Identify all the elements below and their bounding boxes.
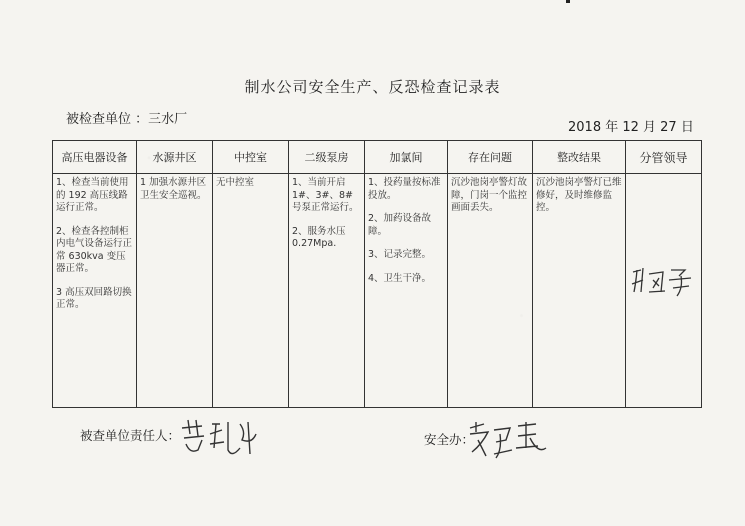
- cell-line: 沉沙池岗亭警灯故障，门岗一个监控画面丢失。: [451, 177, 528, 213]
- header-rectification: 整改结果: [533, 141, 626, 174]
- cell-leader: [626, 174, 702, 408]
- header-control-room: 中控室: [213, 141, 289, 174]
- record-date: 2018 年 12 月 27 日: [568, 120, 694, 135]
- cell-line: 2、服务水压 0.27Mpa.: [292, 225, 346, 249]
- cell-line: 1 加强水源井区卫生安全巡视。: [140, 177, 207, 201]
- header-leader: 分管领导: [626, 141, 702, 174]
- cell-well-area: [137, 174, 213, 408]
- cell-control-room: [213, 174, 289, 408]
- cell-issues: [448, 174, 533, 408]
- document-title: 制水公司安全生产、反恐检查记录表: [244, 78, 501, 96]
- cell-line: 沉沙池岗亭警灯已维修好，及时维修监控。: [536, 177, 622, 213]
- cell-line: 2、检查各控制柜内电气设备运行正常 630kva 变压器正常。: [56, 225, 133, 274]
- scan-speck: [566, 0, 570, 3]
- cell-line: 1、检查当前使用的 192 高压线路运行正常。: [56, 177, 129, 213]
- responsible-person-label: 被查单位责任人：: [80, 428, 181, 443]
- cell-line: 1、当前开启 1#、3#、8#号泵正常运行。: [292, 177, 359, 213]
- cell-line: 无中控室: [216, 177, 255, 188]
- leader-signature: [629, 262, 699, 302]
- cell-high-voltage: [53, 174, 137, 408]
- safety-office-signature: [466, 418, 556, 464]
- safety-office-label: 安全办：: [424, 432, 475, 447]
- table-row: [53, 174, 702, 408]
- cell-line: 1、投药量按标准投放。: [368, 177, 441, 201]
- header-chlorine-room: 加氯间: [365, 141, 448, 174]
- cell-pump-room: [289, 174, 365, 408]
- inspected-unit: [66, 108, 187, 127]
- table-header-row: [53, 141, 702, 174]
- inspected-unit-label: 被检查单位 ：: [66, 112, 149, 127]
- header-issues: 存在问题: [448, 141, 533, 174]
- header-pump-room: 二级泵房: [289, 141, 365, 174]
- inspection-table: [52, 140, 702, 408]
- inspected-unit-value: 三水厂: [148, 112, 188, 127]
- cell-line: 3 高压双回路切换正常。: [56, 286, 132, 310]
- cell-line: 4、卫生干净。: [368, 272, 432, 284]
- cell-line: 2、加药设备故障。: [368, 213, 432, 237]
- responsible-signature: [176, 414, 266, 464]
- cell-rectification: [533, 174, 626, 408]
- header-high-voltage: 高压电器设备: [53, 141, 137, 174]
- cell-line: 3、记录完整。: [368, 249, 432, 260]
- header-well-area: 水源井区: [137, 141, 213, 174]
- cell-chlorine-room: [365, 174, 448, 408]
